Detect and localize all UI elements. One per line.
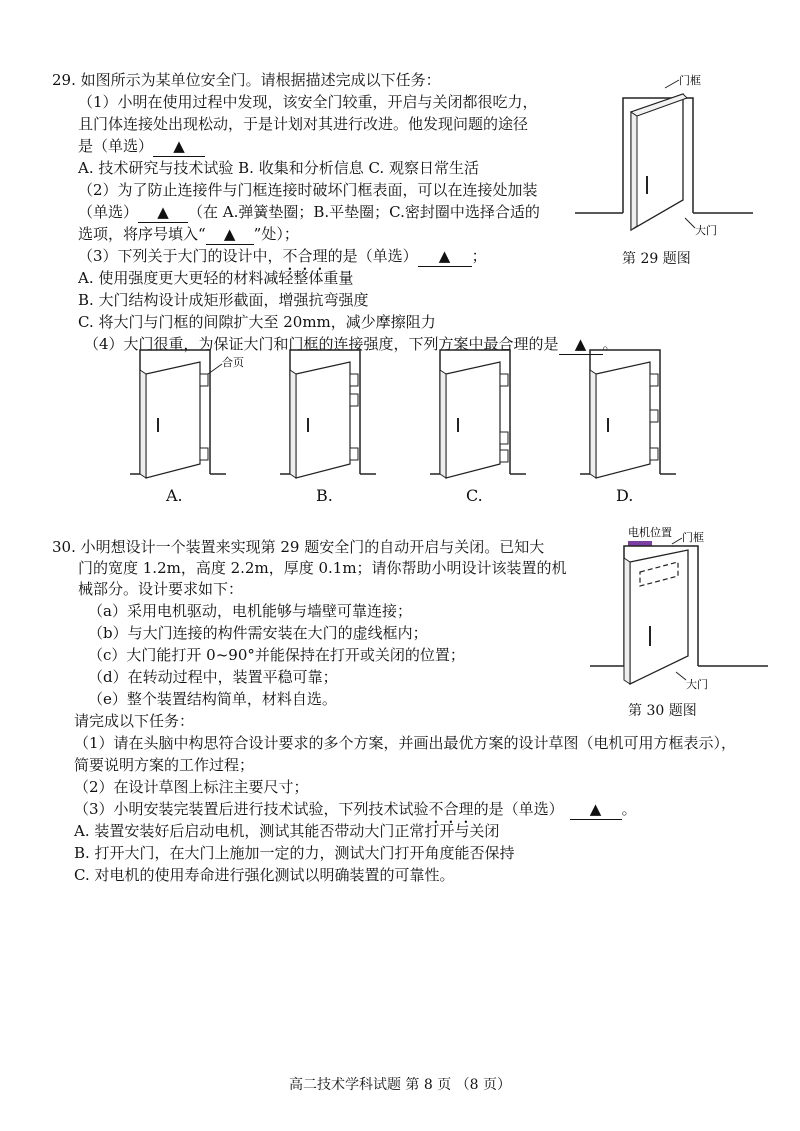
q29-p2-line2b: （在 A.弹簧垫圈；B.平垫圈；C.密封圈中选择合适的 xyxy=(188,203,540,221)
option-label-d: D. xyxy=(616,486,634,505)
q30-door-label: 大门 xyxy=(686,678,708,691)
option-label-a: A. xyxy=(166,486,183,505)
blank-mark-icon: ▲ xyxy=(173,137,185,155)
q30-req-a: （a）采用电机驱动，电机能够与墙壁可靠连接； xyxy=(88,602,412,620)
q29-p1-line1: （1）小明在使用过程中发现，该安全门较重，开启与关闭都很吃力， xyxy=(78,93,538,111)
q30-task3: （3）小明安装完装置后进行技术试验，下列技术试验不合理的是（单选） ▲ 。 xyxy=(74,800,637,818)
q30-task1-line2: 简要说明方案的工作过程； xyxy=(74,756,255,774)
blank-mark-icon: ▲ xyxy=(589,800,602,818)
q30-stem1: 30. 小明想设计一个装置来实现第 29 题安全门的自动开启与关闭。已知大 xyxy=(52,538,545,556)
q29-p3-line1a: （3）下列关于大门的设计中， xyxy=(78,247,283,265)
q29-p2-line3b: ”处）； xyxy=(253,225,299,243)
answer-blank[interactable] xyxy=(570,799,622,820)
hinge-option-b[interactable] xyxy=(280,350,376,478)
q30-optB: B. 打开大门，在大门上施加一定的力，测试大门打开角度能否保持 xyxy=(74,844,515,862)
blank-mark-icon: ▲ xyxy=(157,203,169,221)
q30-task2: （2）在设计草图上标注主要尺寸； xyxy=(74,778,309,796)
q29-p4-text: （4）大门很重，为保证大门和门框的连接强度，下列方案中最合理的是 xyxy=(84,335,559,353)
q29-door-label: 大门 xyxy=(695,224,717,237)
q29-p1-options: A. 技术研究与技术试验 B. 收集和分析信息 C. 观察日常生活 xyxy=(78,159,479,177)
q29-p2-line1: （2）为了防止连接件与门框连接时破坏门框表面，可以在连接处加装 xyxy=(78,181,538,199)
q29-stem: 29. 如图所示为某单位安全门。请根据描述完成以下任务： xyxy=(52,71,441,89)
q30-stem3: 械部分。设计要求如下： xyxy=(78,580,244,598)
q29-p3-line1b: 的是（单选） xyxy=(327,247,418,265)
hinge-option-a[interactable] xyxy=(130,350,244,478)
q29-figure xyxy=(575,72,755,242)
page-footer: 高二技术学科试题 第 8 页 （8 页） xyxy=(288,1077,512,1093)
q29-figure-caption: 第 29 题图 xyxy=(622,251,691,267)
q30-figure xyxy=(590,522,770,694)
q30-req-b: （b）与大门连接的构件需安装在大门的虚线框内； xyxy=(88,624,428,642)
answer-blank[interactable] xyxy=(206,224,254,245)
q29-p3-optB: B. 大门结构设计成矩形截面，增强抗弯强度 xyxy=(78,291,369,309)
blank-mark-icon: ▲ xyxy=(438,247,451,265)
q30-task1-line1: （1）请在头脑中构思符合设计要求的多个方案，并画出最优方案的设计草图（电机可用方框表示）， xyxy=(74,734,737,752)
q29-p2-line3a: 选项，将序号填入“ xyxy=(78,225,206,243)
answer-blank[interactable] xyxy=(138,202,188,223)
q30-req-e: （e）整个装置结构简单，材料自选。 xyxy=(88,690,337,708)
q30-frame-label: 门框 xyxy=(682,531,704,544)
q29-p3-emphasis: 不合理 xyxy=(282,247,328,265)
q30-req-c: （c）大门能打开 0~90°并能保持在打开或关闭的位置； xyxy=(88,646,465,664)
q29-p1-line3 xyxy=(78,136,205,157)
q29-p1-line2: 且门体连接处出现松动，于是计划对其进行改进。他发现问题的途径 xyxy=(78,115,529,133)
q29-p2-line3 xyxy=(78,224,299,245)
hinge-option-d[interactable] xyxy=(580,350,676,478)
q30-task3a: （3）小明安装完装置后进行技术试验，下列技术试验 xyxy=(74,800,429,818)
hinge-option-c[interactable] xyxy=(430,350,526,478)
option-label-b: B. xyxy=(316,486,333,505)
q30-tasks-intro: 请完成以下任务： xyxy=(74,712,195,730)
option-label-c: C. xyxy=(466,486,483,505)
q29-p3-optC: C. 将大门与门框的间隙扩大至 20mm，减少摩擦阻力 xyxy=(78,313,436,331)
blank-mark-icon: ▲ xyxy=(223,225,236,243)
q29-p3-line1: （3）下列关于大门的设计中，不合理的是（单选） ▲ ； xyxy=(78,247,487,265)
q30-stem2: 门的宽度 1.2m，高度 2.2m，厚度 0.1m；请你帮助小明设计该装置的机 xyxy=(78,559,567,577)
answer-blank[interactable] xyxy=(153,136,205,157)
q30-task3b: 的是（单选） xyxy=(473,800,564,818)
answer-blank[interactable] xyxy=(418,246,472,267)
q30-task3-emphasis: 不合理 xyxy=(428,800,474,818)
hinge-options-figure xyxy=(130,348,690,480)
blank-mark-icon: ▲ xyxy=(574,335,587,353)
q30-optC: C. 对电机的使用寿命进行强化测试以明确装置的可靠性。 xyxy=(74,866,455,884)
q30-req-d: （d）在转动过程中，装置平稳可靠； xyxy=(88,668,338,686)
q29-frame-label: 门框 xyxy=(679,74,701,87)
q29-p2-line2 xyxy=(78,202,540,223)
q30-figure-caption: 第 30 题图 xyxy=(628,703,697,719)
hinge-label: 合页 xyxy=(222,356,244,369)
q30-motor-label: 电机位置 xyxy=(628,526,672,539)
q29-p3-optA: A. 使用强度更大更轻的材料减轻整体重量 xyxy=(78,269,354,287)
q30-optA: A. 装置安装好后启动电机，测试其能否带动大门正常打开与关闭 xyxy=(74,822,500,840)
q29-p1-line3-text: 是（单选） xyxy=(78,137,154,155)
q29-p2-line2a: （单选） xyxy=(78,203,139,221)
q29-p4-line: （4）大门很重，为保证大门和门框的连接强度，下列方案中最合理的是 ▲ 。 xyxy=(84,335,618,353)
